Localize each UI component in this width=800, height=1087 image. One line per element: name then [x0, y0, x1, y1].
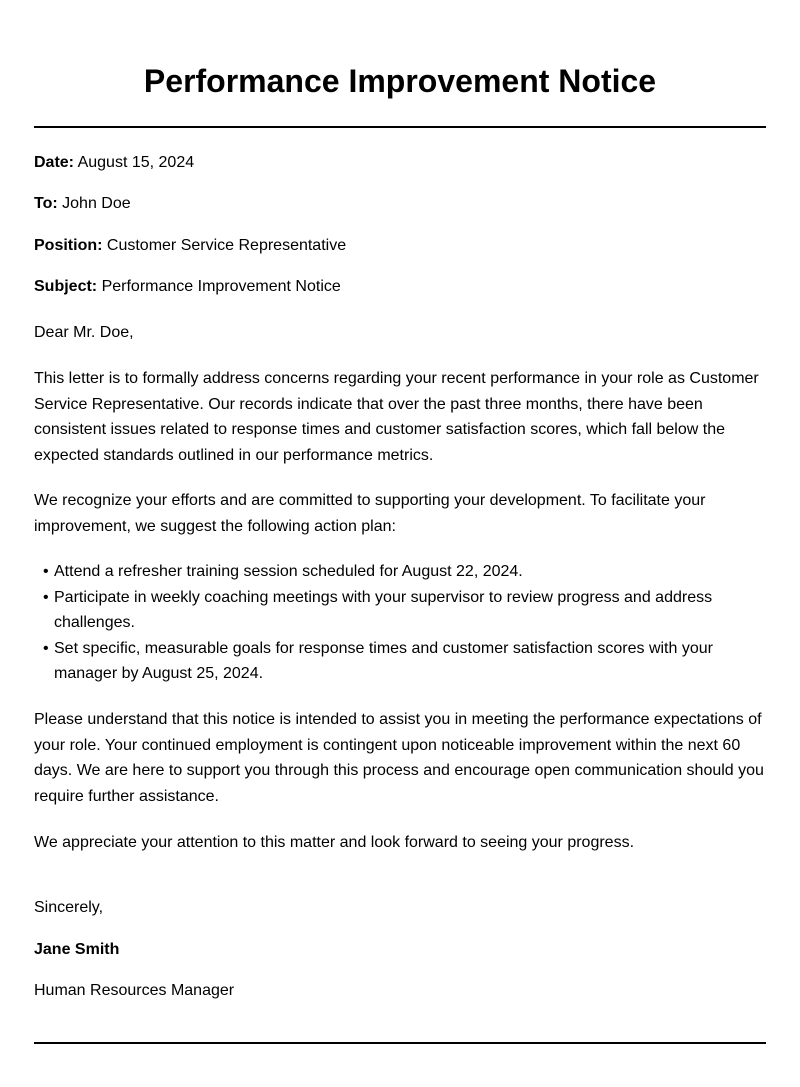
to-value: John Doe — [62, 195, 131, 212]
subject-value: Performance Improvement Notice — [101, 278, 341, 295]
body-paragraph-4: We appreciate your attention to this matter and look forward to seeing your progress. — [34, 834, 635, 851]
date-field — [34, 150, 766, 176]
date-value: August 15, 2024 — [77, 154, 195, 171]
subject-label: Subject: — [34, 278, 98, 295]
body-paragraph-3: Please understand that this notice is intended to assist you in meeting the performance expectations of your role. Your continued employment is contingent upon noticeable improvement within the next 60 days. We are here to support you through this process and encourage open communication should you require further assistance. — [34, 711, 764, 805]
salutation: Dear Mr. Doe, — [34, 324, 134, 341]
subject-field — [34, 274, 766, 300]
position-field — [34, 233, 766, 259]
list-item-text: Attend a refresher training session scheduled for August 22, 2024. — [54, 563, 523, 580]
list-item — [34, 636, 766, 687]
list-item-text: Participate in weekly coaching meetings with your supervisor to review progress and address challenges. — [54, 588, 713, 631]
to-label: To: — [34, 195, 58, 212]
signatory-name: Jane Smith — [34, 941, 120, 958]
list-item — [34, 559, 766, 585]
body-paragraph-1: This letter is to formally address concerns regarding your recent performance in your role as Customer Service Representative. Our records indicate that over the past three months, there have been consistent issues related to response times and customer satisfaction scores, which fall below the expected standards outlined in our performance metrics. — [34, 370, 759, 464]
date-label: Date: — [34, 154, 75, 171]
bullet-glyph: • — [43, 639, 49, 657]
document-title: Performance Improvement Notice — [143, 63, 657, 99]
position-value: Customer Service Representative — [106, 237, 347, 254]
bullet-glyph: • — [43, 588, 49, 606]
body-paragraph-2: We recognize your efforts and are committed to supporting your development. To facilitate your improvement, we suggest the following action plan: — [34, 492, 706, 535]
bullet-glyph: • — [43, 563, 49, 580]
list-item — [34, 585, 766, 636]
closing: Sincerely, — [34, 899, 104, 916]
list-item-text: Set specific, measurable goals for response times and customer satisfaction scores with your manager by August 25, 2024. — [54, 639, 713, 682]
signatory-title: Human Resources Manager — [34, 982, 235, 999]
position-label: Position: — [34, 237, 103, 254]
to-field — [34, 191, 766, 217]
action-plan-list — [34, 559, 766, 687]
header-divider — [34, 126, 766, 128]
footer-divider — [34, 1042, 766, 1044]
